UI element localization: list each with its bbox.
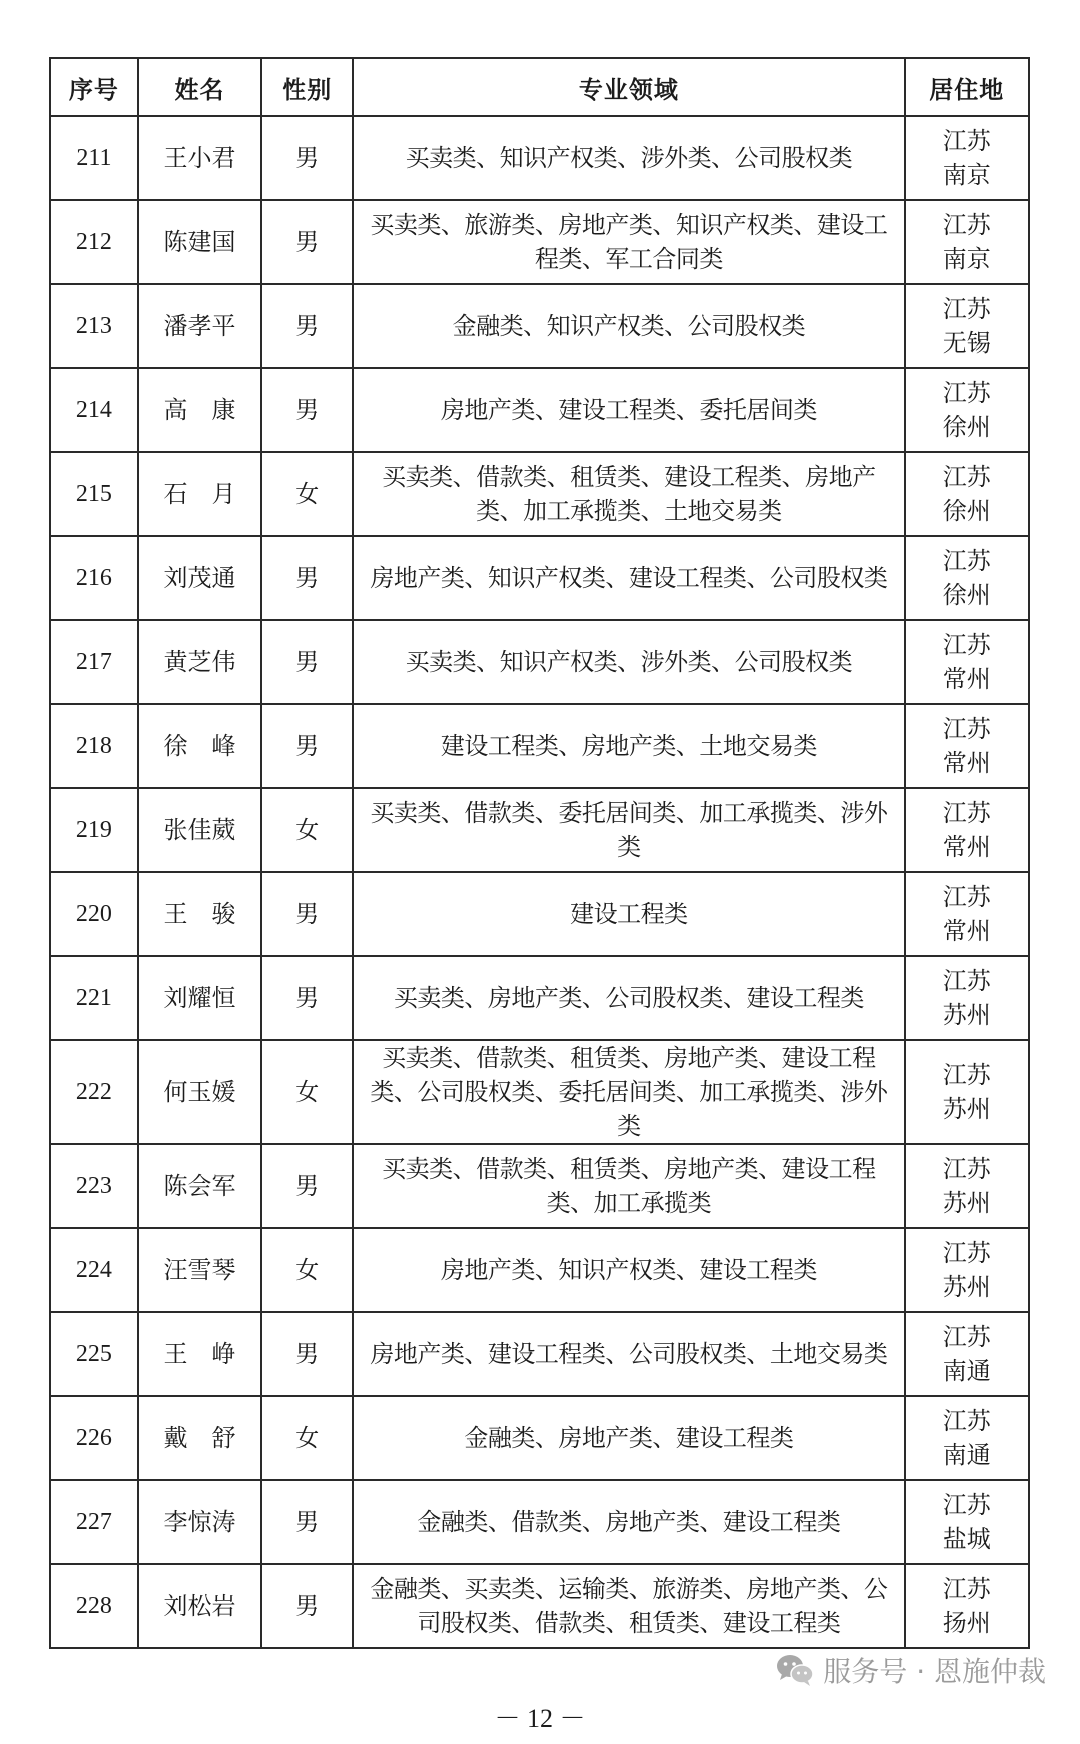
residence-province: 江苏 (942, 1575, 991, 1603)
table-row (50, 1564, 1029, 1648)
cell-number: 216 (50, 536, 138, 620)
cell-residence (905, 368, 1029, 452)
cell-gender: 男 (261, 704, 353, 788)
residence-province: 江苏 (942, 1491, 991, 1519)
cell-field: 买卖类、借款类、委托居间类、加工承揽类、涉外类 (353, 788, 904, 872)
table-row (50, 1228, 1029, 1312)
residence-province: 江苏 (942, 1323, 991, 1351)
residence-city: 常州 (942, 749, 991, 777)
cell-gender: 男 (261, 536, 353, 620)
cell-gender: 女 (261, 1040, 353, 1144)
cell-residence (905, 956, 1029, 1040)
cell-field: 买卖类、房地产类、公司股权类、建设工程类 (353, 956, 904, 1040)
cell-name: 戴 舒 (138, 1396, 261, 1480)
wechat-icon (775, 1653, 815, 1687)
table-row (50, 284, 1029, 368)
cell-field: 买卖类、知识产权类、涉外类、公司股权类 (353, 116, 904, 200)
residence-province: 江苏 (942, 295, 991, 323)
cell-number: 212 (50, 200, 138, 284)
header-number: 序号 (50, 58, 138, 116)
cell-name: 刘茂通 (138, 536, 261, 620)
residence-city: 南通 (942, 1441, 991, 1469)
residence-province: 江苏 (942, 127, 991, 155)
cell-residence (905, 620, 1029, 704)
residence-province: 江苏 (942, 1239, 991, 1267)
cell-gender: 女 (261, 788, 353, 872)
cell-name: 王 峥 (138, 1312, 261, 1396)
residence-city: 无锡 (942, 329, 991, 357)
cell-name: 王 骏 (138, 872, 261, 956)
cell-field: 买卖类、旅游类、房地产类、知识产权类、建设工程类、军工合同类 (353, 200, 904, 284)
table-row (50, 1312, 1029, 1396)
cell-number: 213 (50, 284, 138, 368)
cell-residence (905, 788, 1029, 872)
table-header-row (50, 58, 1029, 116)
table-row (50, 956, 1029, 1040)
residence-city: 常州 (942, 833, 991, 861)
cell-number: 225 (50, 1312, 138, 1396)
cell-name: 黄芝伟 (138, 620, 261, 704)
cell-name: 刘松岩 (138, 1564, 261, 1648)
cell-residence (905, 200, 1029, 284)
cell-field: 金融类、房地产类、建设工程类 (353, 1396, 904, 1480)
residence-province: 江苏 (942, 883, 991, 911)
cell-residence (905, 1564, 1029, 1648)
table-row (50, 788, 1029, 872)
cell-gender: 男 (261, 620, 353, 704)
cell-field: 建设工程类 (353, 872, 904, 956)
table-row (50, 704, 1029, 788)
cell-number: 211 (50, 116, 138, 200)
cell-gender: 男 (261, 1480, 353, 1564)
cell-name: 潘孝平 (138, 284, 261, 368)
cell-gender: 男 (261, 872, 353, 956)
cell-field: 金融类、借款类、房地产类、建设工程类 (353, 1480, 904, 1564)
cell-field: 买卖类、借款类、租赁类、建设工程类、房地产类、加工承揽类、土地交易类 (353, 452, 904, 536)
cell-gender: 男 (261, 1312, 353, 1396)
residence-city: 苏州 (942, 1001, 991, 1029)
residence-province: 江苏 (942, 463, 991, 491)
cell-residence (905, 536, 1029, 620)
cell-number: 228 (50, 1564, 138, 1648)
cell-number: 217 (50, 620, 138, 704)
table-row (50, 536, 1029, 620)
cell-field: 房地产类、建设工程类、公司股权类、土地交易类 (353, 1312, 904, 1396)
cell-gender: 男 (261, 284, 353, 368)
table-body (50, 116, 1029, 1648)
cell-gender: 男 (261, 1564, 353, 1648)
header-name: 姓名 (138, 58, 261, 116)
cell-number: 224 (50, 1228, 138, 1312)
header-field: 专业领域 (353, 58, 904, 116)
table-row (50, 1144, 1029, 1228)
residence-city: 徐州 (942, 581, 991, 609)
residence-city: 南通 (942, 1357, 991, 1385)
residence-province: 江苏 (942, 1061, 991, 1089)
cell-number: 222 (50, 1040, 138, 1144)
table-row (50, 116, 1029, 200)
residence-city: 苏州 (942, 1095, 991, 1123)
cell-gender: 男 (261, 368, 353, 452)
cell-field: 建设工程类、房地产类、土地交易类 (353, 704, 904, 788)
page-number: － 12 － (494, 1704, 586, 1733)
cell-number: 226 (50, 1396, 138, 1480)
cell-name: 王小君 (138, 116, 261, 200)
table-row (50, 200, 1029, 284)
cell-field: 房地产类、建设工程类、委托居间类 (353, 368, 904, 452)
residence-city: 扬州 (942, 1609, 991, 1637)
table-row (50, 368, 1029, 452)
watermark (775, 1650, 1046, 1690)
residence-city: 苏州 (942, 1189, 991, 1217)
cell-residence (905, 1228, 1029, 1312)
cell-field: 买卖类、借款类、租赁类、房地产类、建设工程类、加工承揽类 (353, 1144, 904, 1228)
cell-name: 刘耀恒 (138, 956, 261, 1040)
cell-number: 220 (50, 872, 138, 956)
cell-number: 214 (50, 368, 138, 452)
residence-city: 南京 (942, 245, 991, 273)
cell-residence (905, 1144, 1029, 1228)
cell-field: 金融类、买卖类、运输类、旅游类、房地产类、公司股权类、借款类、租赁类、建设工程类 (353, 1564, 904, 1648)
header-gender: 性别 (261, 58, 353, 116)
arbitrator-table (49, 57, 1030, 1649)
residence-city: 徐州 (942, 497, 991, 525)
cell-name: 徐 峰 (138, 704, 261, 788)
residence-province: 江苏 (942, 1407, 991, 1435)
cell-field: 房地产类、知识产权类、建设工程类 (353, 1228, 904, 1312)
residence-city: 盐城 (942, 1525, 991, 1553)
table-row (50, 1480, 1029, 1564)
cell-residence (905, 1040, 1029, 1144)
cell-number: 221 (50, 956, 138, 1040)
table-row (50, 452, 1029, 536)
cell-gender: 男 (261, 1144, 353, 1228)
watermark-text: 服务号 · 恩施仲裁 (823, 1655, 1046, 1688)
cell-residence (905, 1396, 1029, 1480)
cell-gender: 女 (261, 452, 353, 536)
cell-gender: 男 (261, 200, 353, 284)
cell-gender: 女 (261, 1396, 353, 1480)
table-row (50, 620, 1029, 704)
cell-residence (905, 452, 1029, 536)
cell-name: 陈会军 (138, 1144, 261, 1228)
cell-number: 223 (50, 1144, 138, 1228)
cell-name: 高 康 (138, 368, 261, 452)
residence-province: 江苏 (942, 967, 991, 995)
residence-province: 江苏 (942, 211, 991, 239)
cell-residence (905, 1312, 1029, 1396)
residence-city: 南京 (942, 161, 991, 189)
residence-city: 苏州 (942, 1273, 991, 1301)
cell-field: 买卖类、借款类、租赁类、房地产类、建设工程类、公司股权类、委托居间类、加工承揽类、涉外类 (353, 1040, 904, 1144)
cell-residence (905, 284, 1029, 368)
cell-residence (905, 1480, 1029, 1564)
cell-field: 金融类、知识产权类、公司股权类 (353, 284, 904, 368)
cell-number: 227 (50, 1480, 138, 1564)
cell-name: 石 月 (138, 452, 261, 536)
cell-field: 房地产类、知识产权类、建设工程类、公司股权类 (353, 536, 904, 620)
cell-gender: 女 (261, 1228, 353, 1312)
cell-name: 李惊涛 (138, 1480, 261, 1564)
cell-residence (905, 872, 1029, 956)
residence-province: 江苏 (942, 547, 991, 575)
residence-province: 江苏 (942, 799, 991, 827)
residence-province: 江苏 (942, 379, 991, 407)
table-row (50, 872, 1029, 956)
cell-number: 215 (50, 452, 138, 536)
table-row (50, 1040, 1029, 1144)
cell-residence (905, 704, 1029, 788)
cell-name: 何玉媛 (138, 1040, 261, 1144)
residence-city: 常州 (942, 665, 991, 693)
cell-number: 219 (50, 788, 138, 872)
header-residence: 居住地 (905, 58, 1029, 116)
cell-field: 买卖类、知识产权类、涉外类、公司股权类 (353, 620, 904, 704)
residence-city: 徐州 (942, 413, 991, 441)
cell-name: 张佳葳 (138, 788, 261, 872)
cell-name: 汪雪琴 (138, 1228, 261, 1312)
cell-number: 218 (50, 704, 138, 788)
residence-province: 江苏 (942, 715, 991, 743)
cell-residence (905, 116, 1029, 200)
residence-province: 江苏 (942, 631, 991, 659)
cell-gender: 男 (261, 116, 353, 200)
residence-city: 常州 (942, 917, 991, 945)
table-row (50, 1396, 1029, 1480)
residence-province: 江苏 (942, 1155, 991, 1183)
cell-gender: 男 (261, 956, 353, 1040)
cell-name: 陈建国 (138, 200, 261, 284)
